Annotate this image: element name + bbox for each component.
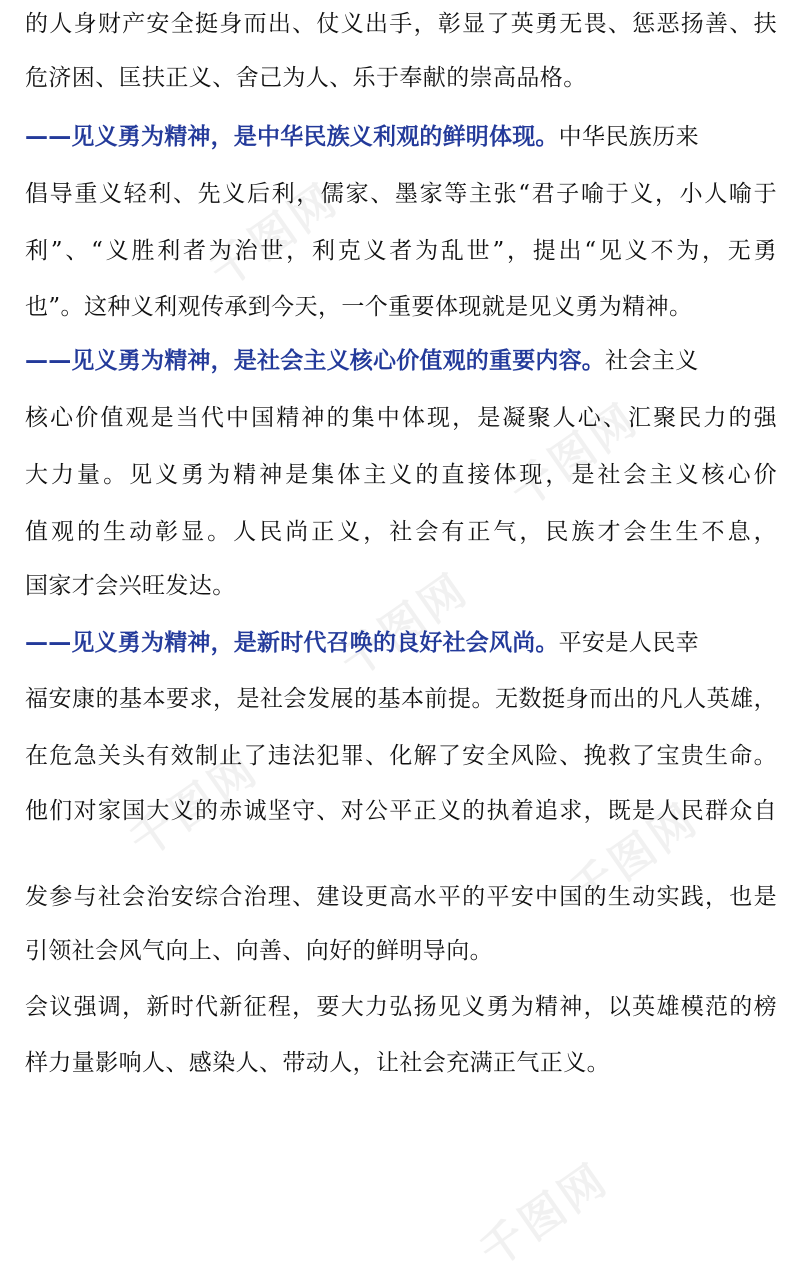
body-text: 会议强调，新时代新征程，要大力弘扬见义勇为精神，以英雄模范的榜 [25,994,777,1020]
text-line [25,623,777,663]
text-line [25,512,777,552]
text-line [25,455,777,495]
body-text: 平安是人民幸 [558,630,700,656]
body-text: 值观的生动彰显。人民尚正义，社会有正气，民族才会生生不息， [25,519,777,545]
body-text: 的人身财产安全挺身而出、仗义出手，彰显了英勇无畏、惩恶扬善、扶 [25,11,777,37]
text-line [25,174,777,214]
text-line [25,566,777,606]
text-line [25,341,777,381]
text-line [25,4,777,44]
watermark: 千图网 [470,1153,619,1278]
section-heading: ——见义勇为精神，是社会主义核心价值观的重要内容。 [25,348,605,374]
text-line [25,287,777,327]
text-line [25,736,777,776]
watermark: 千图网 [330,563,479,688]
text-line [25,1043,777,1083]
body-text: 发参与社会治安综合治理、建设更高水平的平安中国的生动实践，也是 [25,884,777,910]
body-text: 福安康的基本要求，是社会发展的基本前提。无数挺身而出的凡人英雄， [25,686,777,712]
body-text: 引领社会风气向上、向善、向好的鲜明导向。 [25,938,493,964]
body-text: 他们对家国大义的赤诚坚守、对公平正义的执着追求，既是人民群众自 [25,798,777,824]
body-text: 社会主义 [605,348,699,374]
body-text: 利”、“义胜利者为治世，利克义者为乱世”，提出“见义不为，无勇 [25,238,777,264]
section-heading: ——见义勇为精神，是新时代召唤的良好社会风尚。 [25,630,559,656]
text-line [25,679,777,719]
text-line [25,398,777,438]
text-line [25,931,777,971]
body-text: 大力量。见义勇为精神是集体主义的直接体现，是社会主义核心价 [25,462,777,488]
text-line [25,58,777,98]
body-text: 危济困、匡扶正义、舍己为人、乐于奉献的崇高品格。 [25,65,587,91]
body-text: 国家才会兴旺发达。 [25,573,236,599]
text-line [25,877,777,917]
body-text: 样力量影响人、感染人、带动人，让社会充满正气正义。 [25,1050,610,1076]
text-line [25,987,777,1027]
watermark: 千图网 [500,393,649,518]
body-text: 核心价值观是当代中国精神的集中体现，是凝聚人心、汇聚民力的强 [25,405,777,431]
section-heading: ——见义勇为精神，是中华民族义利观的鲜明体现。 [25,124,559,150]
body-text: 倡导重义轻利、先义后利，儒家、墨家等主张“君子喻于义，小人喻于 [25,181,777,207]
text-line [25,791,777,831]
body-text: 中华民族历来 [558,124,700,150]
watermark: 千图网 [560,793,709,918]
text-line [25,231,777,271]
body-text: 在危急关头有效制止了违法犯罪、化解了安全风险、挽救了宝贵生命。 [25,743,777,769]
watermark: 千图网 [120,743,269,868]
body-text: 也”。这种义利观传承到今天，一个重要体现就是见义勇为精神。 [25,294,693,320]
watermark: 千图网 [200,173,349,298]
text-line [25,117,777,157]
